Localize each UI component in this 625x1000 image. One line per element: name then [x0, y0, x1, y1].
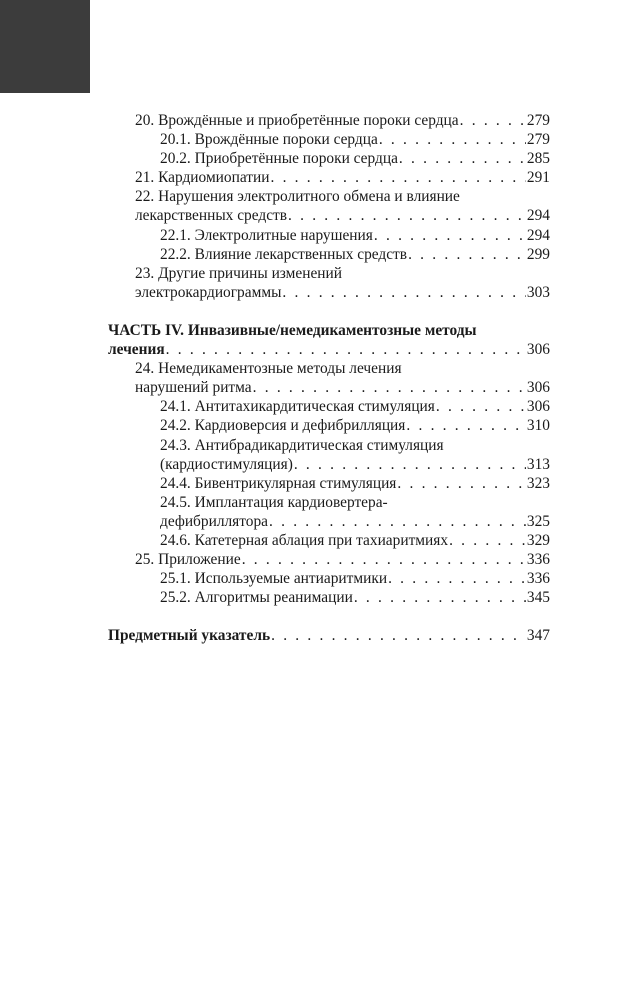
toc-entry-ch20	[108, 111, 550, 130]
toc-entry-title: 24.5. Имплантация кардиовертера-	[160, 493, 388, 511]
toc-leader-dots	[288, 206, 526, 225]
toc-entry-title: 22. Нарушения электролитного обмена и влияние	[135, 188, 460, 206]
toc-entry-title: 24.6. Катетерная аблация при тахиаритмиях	[160, 531, 449, 549]
toc-entry-page: 347	[526, 627, 550, 645]
toc-entry-page: 329	[526, 531, 550, 549]
toc-index-title: Предметный указатель	[108, 627, 271, 645]
toc-entry-title: 24. Немедикаментозные методы лечения	[135, 360, 402, 378]
toc-entry-page: 306	[526, 398, 550, 416]
toc-entry-title: 25. Приложение	[135, 551, 241, 569]
toc-entry-title: 22.1. Электролитные нарушения	[160, 226, 373, 244]
toc-part-title: лечения	[108, 341, 165, 359]
toc-entry-title: 20.2. Приобретённые пороки сердца	[160, 150, 398, 168]
toc-entry-s24-2	[108, 416, 550, 435]
toc-entry-title: 21. Кардиомиопатии	[135, 169, 270, 187]
toc-entry-title: нарушений ритма	[135, 379, 252, 397]
toc-part-title: ЧАСТЬ IV. Инвазивные/немедикаментозные методы	[108, 321, 477, 339]
toc-leader-dots	[436, 397, 526, 416]
toc-entry-s20-1	[108, 130, 550, 149]
toc-entry-s20-2	[108, 149, 550, 168]
toc-subject-index	[108, 626, 550, 645]
toc-entry-ch23-line1	[108, 264, 550, 283]
toc-entry-page: 279	[526, 112, 550, 129]
toc-entry-page: 323	[526, 474, 550, 492]
toc-entry-title: 25.1. Используемые антиаритмики	[160, 570, 388, 588]
toc-entry-s24-5-line1	[108, 493, 550, 512]
toc-entry-page: 345	[526, 589, 550, 607]
toc-leader-dots	[406, 416, 526, 435]
toc-entry-page: 336	[526, 570, 550, 588]
toc-entry-ch22	[108, 206, 550, 225]
toc-leader-dots	[354, 588, 526, 607]
toc-entry-page: 306	[526, 379, 550, 397]
toc-entry-title: 20. Врождённые и приобретённые пороки сердца	[135, 112, 459, 129]
toc-leader-dots	[294, 455, 526, 474]
toc-entry-title: электрокардиограммы	[135, 283, 282, 301]
toc-entry-page: 303	[526, 283, 550, 301]
toc-leader-dots	[374, 226, 526, 245]
toc-entry-s22-2	[108, 245, 550, 264]
toc-entry-page: 306	[526, 341, 550, 359]
toc-entry-title: лекарственных средств	[135, 207, 288, 225]
toc-entry-page: 285	[526, 150, 550, 168]
toc-entry-page: 294	[526, 226, 550, 244]
toc-entry-page: 294	[526, 207, 550, 225]
toc-leader-dots	[271, 626, 526, 645]
toc-entry-ch23	[108, 283, 550, 302]
page-corner-block	[0, 0, 90, 93]
toc-entry-page: 336	[526, 551, 550, 569]
toc-leader-dots	[270, 168, 525, 187]
toc-entry-s24-6	[108, 531, 550, 550]
toc-entry-s25-1	[108, 569, 550, 588]
toc-entry-s25-2	[108, 588, 550, 607]
toc-leader-dots	[449, 531, 526, 550]
toc-entry-title: (кардиостимуляция)	[160, 455, 293, 473]
toc-leader-dots	[388, 569, 526, 588]
toc-leader-dots	[253, 378, 526, 397]
toc-leader-dots	[408, 245, 526, 264]
toc-entry-ch25	[108, 550, 550, 569]
toc-leader-dots	[242, 550, 526, 569]
table-of-contents	[108, 111, 550, 645]
toc-entry-title: 24.2. Кардиоверсия и дефибрилляция	[160, 417, 406, 435]
toc-entry-page: 310	[526, 417, 550, 435]
toc-part4	[108, 340, 550, 359]
toc-entry-title: 20.1. Врождённые пороки сердца	[160, 131, 378, 149]
toc-entry-title: 22.2. Влияние лекарственных средств	[160, 245, 408, 263]
toc-entry-ch21	[108, 168, 550, 187]
toc-entry-s24-3	[108, 455, 550, 474]
toc-entry-s24-5	[108, 512, 550, 531]
toc-entry-title: 24.4. Бивентрикулярная стимуляция	[160, 474, 397, 492]
toc-leader-dots	[269, 512, 526, 531]
toc-entry-page: 299	[526, 245, 550, 263]
toc-entry-title: 24.3. Антибрадикардитическая стимуляция	[160, 436, 444, 454]
toc-entry-ch22-line1	[108, 187, 550, 206]
toc-leader-dots	[397, 474, 526, 493]
toc-entry-page: 325	[526, 512, 550, 530]
toc-entry-s24-3-line1	[108, 436, 550, 455]
toc-leader-dots	[166, 340, 526, 359]
toc-leader-dots	[399, 149, 526, 168]
toc-leader-dots	[379, 130, 526, 149]
toc-entry-s24-1	[108, 397, 550, 416]
toc-entry-ch24	[108, 378, 550, 397]
toc-entry-ch24-line1	[108, 359, 550, 378]
toc-leader-dots	[282, 283, 526, 302]
toc-entry-title: 24.1. Антитахикардитическая стимуляция	[160, 398, 435, 416]
toc-entry-title: 25.2. Алгоритмы реанимации	[160, 589, 353, 607]
toc-part4-line1	[108, 321, 550, 340]
toc-entry-page: 279	[526, 131, 550, 149]
toc-leader-dots	[460, 111, 526, 130]
toc-entry-s24-4	[108, 474, 550, 493]
toc-entry-title: 23. Другие причины изменений	[135, 264, 343, 282]
toc-entry-page: 313	[526, 455, 550, 473]
toc-entry-page: 291	[526, 169, 550, 187]
toc-entry-s22-1	[108, 226, 550, 245]
toc-entry-title: дефибриллятора	[160, 512, 269, 530]
